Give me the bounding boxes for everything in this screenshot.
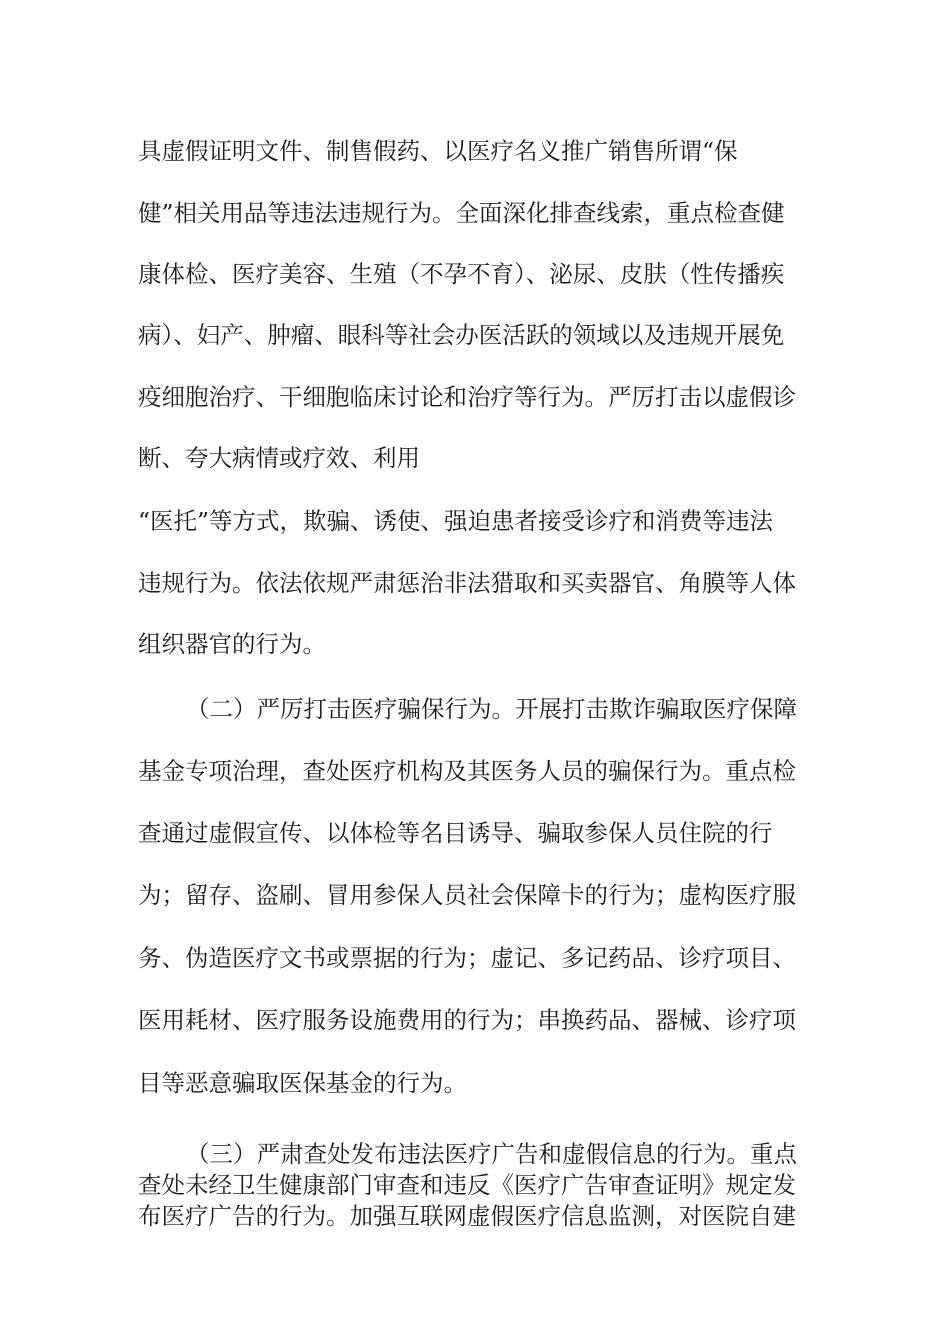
paragraph-3-line-7: 目等恶意骗取医保基金的行为。 bbox=[138, 1069, 467, 1097]
paragraph-3-line-1: （二）严厉打击医疗骗保行为。开展打击欺诈骗取医疗保障 bbox=[186, 695, 797, 723]
paragraph-4-line-2: 查处未经卫生健康部门审查和违反《医疗广告审查证明》规定发 bbox=[138, 1171, 796, 1199]
paragraph-1-line-6: 断、夸大病情或疗效、利用 bbox=[138, 444, 420, 472]
paragraph-1-line-4: 病）、妇产、肿瘤、眼科等社会办医活跃的领域以及违规开展免 bbox=[138, 321, 785, 349]
paragraph-1-line-5: 疫细胞治疗、干细胞临床讨论和治疗等行为。严厉打击以虚假诊 bbox=[138, 383, 796, 411]
paragraph-4-line-1: （三）严肃查处发布违法医疗广告和虚假信息的行为。重点 bbox=[186, 1140, 797, 1168]
paragraph-3-line-5: 务、伪造医疗文书或票据的行为；虚记、多记药品、诊疗项目、 bbox=[138, 944, 796, 972]
paragraph-2-line-3: 组织器官的行为。 bbox=[138, 630, 326, 658]
paragraph-2-line-1: “医托”等方式，欺骗、诱使、强迫患者接受诊疗和消费等违法 bbox=[138, 507, 774, 535]
paragraph-1-line-2: 健”相关用品等违法违规行为。全面深化排查线索，重点检查健 bbox=[138, 199, 785, 227]
paragraph-3-line-3: 查通过虚假宣传、以体检等名目诱导、骗取参保人员住院的行 bbox=[138, 819, 773, 847]
paragraph-2-line-2: 违规行为。依法依规严肃惩治非法猎取和买卖器官、角膜等人体 bbox=[138, 569, 796, 597]
paragraph-3-line-4: 为；留存、盗刷、冒用参保人员社会保障卡的行为；虚构医疗服 bbox=[138, 881, 796, 909]
paragraph-1-line-3: 康体检、医疗美容、生殖（不孕不育）、泌尿、皮肤（性传播疾 bbox=[138, 260, 785, 288]
paragraph-3-line-2: 基金专项治理，查处医疗机构及其医务人员的骗保行为。重点检 bbox=[138, 757, 796, 785]
paragraph-3-line-6: 医用耗材、医疗服务设施费用的行为；串换药品、器械、诊疗项 bbox=[138, 1006, 796, 1034]
paragraph-1-line-1: 具虚假证明文件、制售假药、以医疗名义推广销售所谓“保 bbox=[138, 137, 738, 165]
paragraph-4-line-3: 布医疗广告的行为。加强互联网虚假医疗信息监测，对医院自建 bbox=[138, 1202, 796, 1230]
